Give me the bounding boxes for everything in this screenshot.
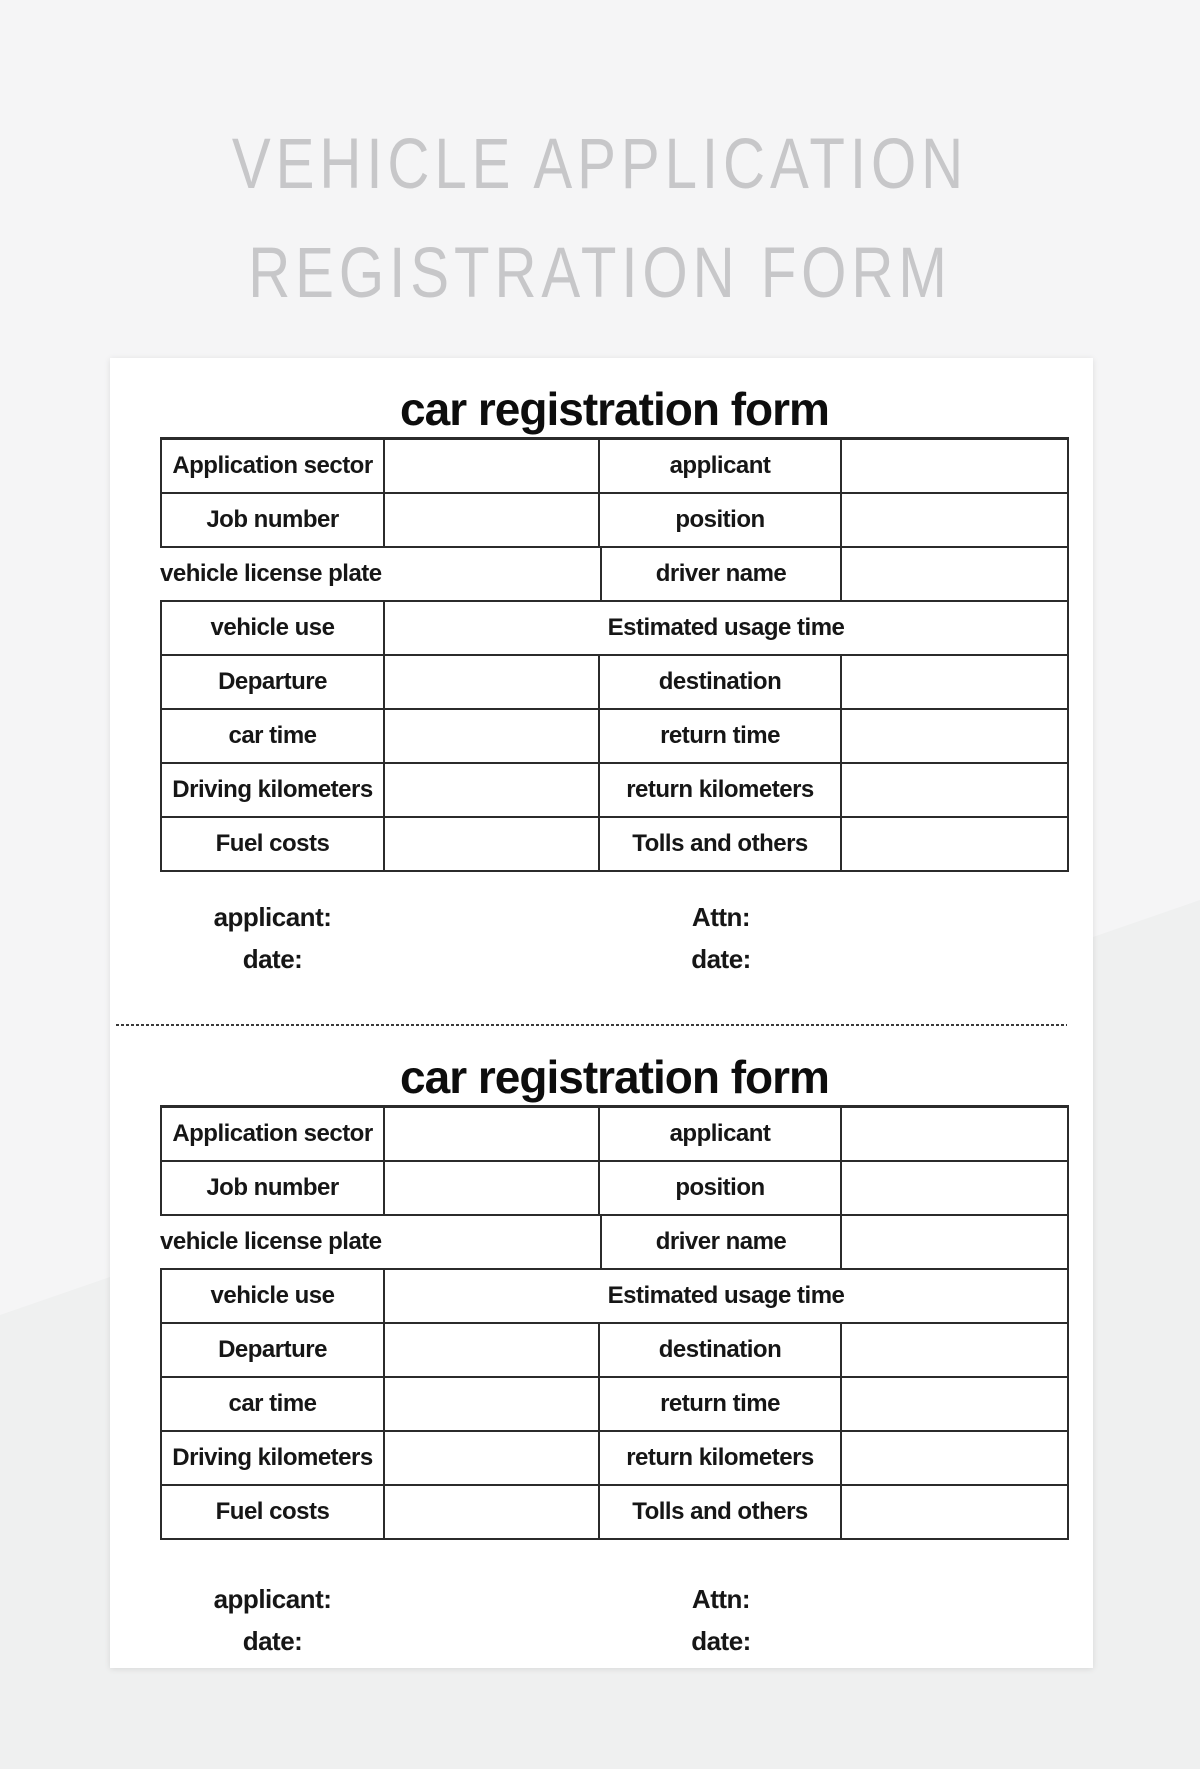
spacer [842,898,1069,936]
value-cell [385,494,600,546]
applicant-date-label: date: [242,1625,303,1656]
value-cell [842,764,1069,816]
value-cell [842,1216,1069,1268]
form-title: car registration form [400,1051,829,1103]
registration-form-section-1 [110,382,1093,978]
spacer [385,1580,600,1618]
row-label: Driving kilometers [160,1432,385,1484]
table-row [160,1324,1069,1378]
row-label: return kilometers [600,1432,842,1484]
value-cell [385,818,600,870]
row-label: Tolls and others [600,818,842,870]
applicant-date-label: date: [242,943,303,974]
row-label: driver name [600,548,842,600]
table-row [160,1162,1069,1216]
value-cell [385,710,600,762]
page-title-line1: VEHICLE APPLICATION [231,125,969,204]
value-cell [842,656,1069,708]
row-label: return time [600,710,842,762]
row-label: Estimated usage time [385,1270,1069,1322]
row-label: destination [600,656,842,708]
value-cell [385,1162,600,1214]
applicant-signature-label: applicant: [213,1583,332,1614]
value-cell [842,494,1069,546]
value-cell [385,1432,600,1484]
value-cell [842,440,1069,492]
row-label: return time [600,1378,842,1430]
date-line [160,1622,1069,1660]
value-cell [842,1324,1069,1376]
value-cell [842,710,1069,762]
attn-date-label: date: [691,1625,751,1656]
spacer [842,1580,1069,1618]
row-label: car time [160,710,385,762]
row-label: position [600,494,842,546]
table-row [160,440,1069,494]
row-label: Departure [160,656,385,708]
row-label: destination [600,1324,842,1376]
value-cell [842,1486,1069,1538]
row-label: Job number [160,494,385,546]
spacer [385,898,600,936]
attn-date-label: date: [691,943,751,974]
registration-table [160,437,1069,872]
row-label: vehicle use [160,1270,385,1322]
table-row [160,1108,1069,1162]
row-label: Fuel costs [160,1486,385,1538]
value-cell [385,764,600,816]
registration-form-section-2 [110,1050,1093,1660]
row-label: Tolls and others [600,1486,842,1538]
value-cell [842,548,1069,600]
table-row [160,602,1069,656]
value-cell [842,1108,1069,1160]
signature-line [160,1580,1069,1618]
table-row [160,1432,1069,1486]
row-label: Fuel costs [160,818,385,870]
row-label: vehicle license plate [160,560,382,587]
table-row [160,656,1069,710]
value-cell [842,818,1069,870]
dotted-divider [116,1024,1067,1026]
row-label: Driving kilometers [160,764,385,816]
attn-label: Attn: [691,1583,751,1614]
table-row [160,548,1069,602]
value-cell [385,440,600,492]
date-line [160,940,1069,978]
value-cell [842,1378,1069,1430]
attn-label: Attn: [691,901,751,932]
value-cell [842,1162,1069,1214]
row-label: applicant [600,1108,842,1160]
page-title [108,110,1092,328]
table-row [160,1216,1069,1270]
page-title-line2: REGISTRATION FORM [248,234,952,313]
row-label: Departure [160,1324,385,1376]
value-cell [842,1432,1069,1484]
value-cell [385,1378,600,1430]
applicant-signature-label: applicant: [213,901,332,932]
table-row [160,1486,1069,1540]
table-row [160,710,1069,764]
table-row [160,818,1069,872]
value-cell [385,1324,600,1376]
spacer [385,940,600,978]
row-label: vehicle use [160,602,385,654]
spacer [842,940,1069,978]
table-row [160,764,1069,818]
row-label: Application sector [160,440,385,492]
table-row [160,1378,1069,1432]
value-cell [385,1108,600,1160]
row-label: return kilometers [600,764,842,816]
table-row [160,494,1069,548]
row-label: Estimated usage time [385,602,1069,654]
row-label: Application sector [160,1108,385,1160]
form-card [110,358,1093,1668]
table-row [160,1270,1069,1324]
row-label: applicant [600,440,842,492]
registration-table [160,1105,1069,1540]
row-label: Job number [160,1162,385,1214]
spacer [842,1622,1069,1660]
row-label: position [600,1162,842,1214]
row-label: car time [160,1378,385,1430]
form-title: car registration form [400,383,829,435]
row-label: driver name [600,1216,842,1268]
row-label: vehicle license plate [160,1228,382,1255]
value-cell [385,656,600,708]
signature-line [160,898,1069,936]
spacer [385,1622,600,1660]
value-cell [385,1486,600,1538]
